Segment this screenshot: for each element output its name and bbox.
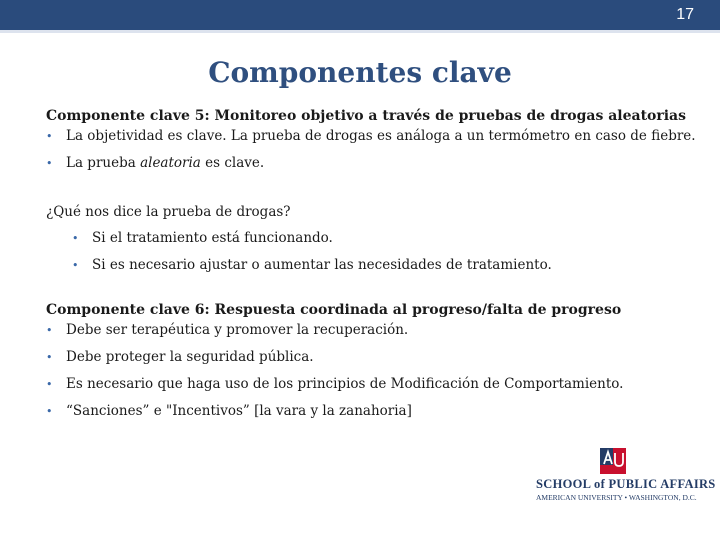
school-logo — [536, 448, 716, 508]
bullet-text-emphasis: aleatoria — [140, 155, 201, 171]
bullet-text: La objetividad es clave. La prueba de drogas es análoga a un termómetro en caso de fiebre. — [66, 128, 696, 144]
sub-bullet-item — [72, 257, 552, 273]
bullet-icon: • — [46, 378, 53, 391]
sub-bullet-text: Si es necesario ajustar o aumentar las necesidades de tratamiento. — [92, 257, 552, 273]
bullet-item — [46, 376, 623, 392]
bullet-icon: • — [72, 232, 79, 245]
slide-title: Componentes clave — [208, 56, 512, 89]
bullet-item — [46, 403, 412, 419]
bullet-icon: • — [46, 157, 53, 170]
logo-university-name: AMERICAN UNIVERSITY • WASHINGTON, D.C. — [536, 493, 697, 502]
bullet-item — [46, 322, 408, 338]
bullet-text-prefix: La prueba — [66, 155, 141, 171]
section-heading-5: Componente clave 5: Monitoreo objetivo a través de pruebas de drogas aleatorias — [46, 108, 687, 124]
bullet-item — [46, 349, 314, 365]
bullet-item — [46, 128, 696, 144]
bullet-text-suffix: es clave. — [200, 155, 265, 171]
bullet-text: Debe proteger la seguridad pública. — [66, 349, 314, 365]
bullet-icon: • — [72, 259, 79, 272]
bullet-text: Es necesario que haga uso de los principios de Modificación de Comportamiento. — [66, 376, 624, 392]
section-heading-6: Componente clave 6: Respuesta coordinada al progreso/falta de progreso — [46, 302, 622, 318]
bullet-text: “Sanciones” e "Incentivos” [la vara y la zanahoria] — [66, 403, 412, 419]
question-text: ¿Qué nos dice la prueba de drogas? — [46, 204, 291, 220]
slide-number: 17 — [676, 6, 694, 23]
bullet-icon: • — [46, 130, 53, 143]
bullet-item — [46, 155, 264, 171]
bullet-text: Debe ser terapéutica y promover la recuperación. — [66, 322, 409, 338]
bullet-icon: • — [46, 405, 53, 418]
bullet-icon: • — [46, 324, 53, 337]
sub-bullet-text: Si el tratamiento está funcionando. — [92, 230, 333, 246]
american-university-seal-icon — [600, 448, 626, 474]
logo-school-name: SCHOOL of PUBLIC AFFAIRS — [536, 477, 716, 491]
header-bar — [0, 0, 720, 30]
sub-bullet-item — [72, 230, 333, 246]
header-divider — [0, 30, 720, 33]
bullet-icon: • — [46, 351, 53, 364]
